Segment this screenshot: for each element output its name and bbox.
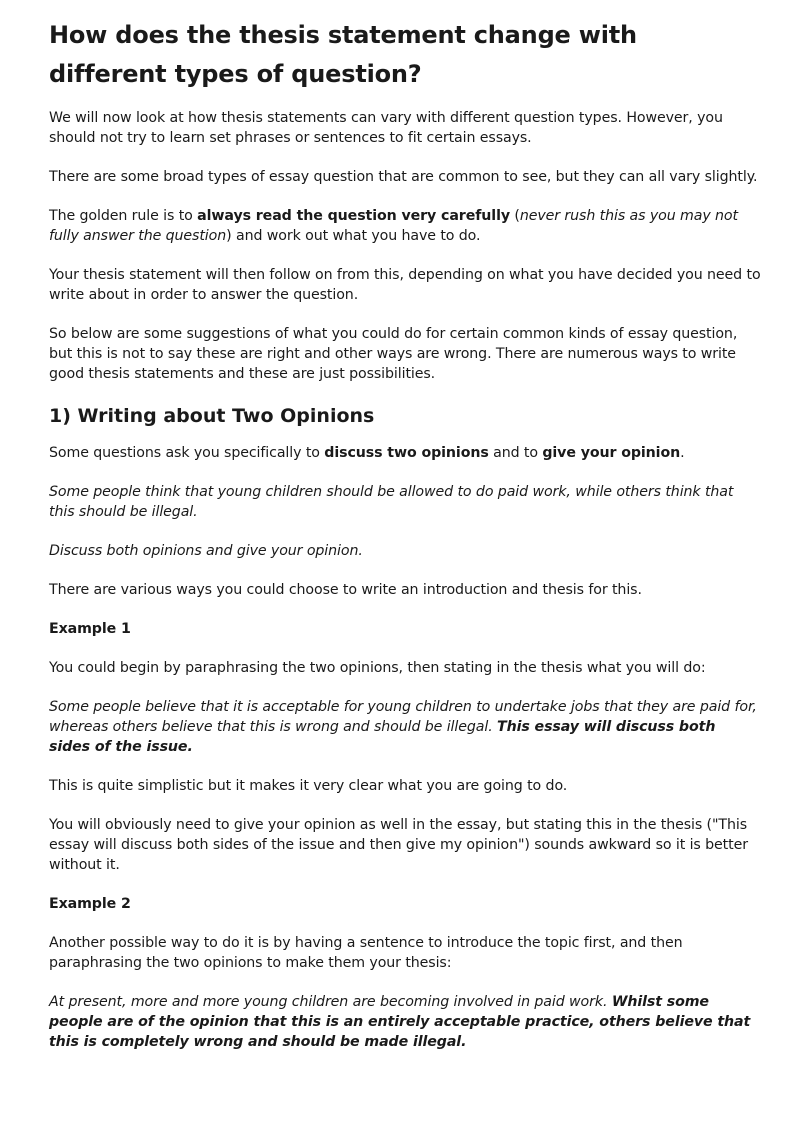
section-lead bbox=[49, 443, 761, 463]
example-1-comment: This is quite simplistic but it makes it very clear what you are going to do. bbox=[49, 778, 568, 794]
example-1-sample-intro: Some people believe that it is acceptable for young children to undertake jobs that they are paid for, whereas others believe that this is wrong and should be illegal. bbox=[49, 699, 757, 735]
example-1-note: You will obviously need to give your opinion as well in the essay, but stating this in the thesis ("This essay will discuss both sides of the issue and then give my opinion") sounds awkward so it is better without it. bbox=[49, 817, 748, 873]
document-page bbox=[49, 16, 761, 1071]
intro-paragraph-3 bbox=[49, 206, 761, 246]
golden-rule-emphasis: always read the question very carefully bbox=[197, 208, 510, 224]
essay-question: Some people think that young children should be allowed to do paid work, while others think that this should be illegal. bbox=[49, 484, 734, 520]
example-1-label: Example 1 bbox=[49, 621, 131, 637]
lead-end: . bbox=[680, 445, 685, 461]
example-1-sample bbox=[49, 697, 761, 757]
essay-instruction: Discuss both opinions and give your opinion. bbox=[49, 543, 363, 559]
golden-rule-end: ) and work out what you have to do. bbox=[226, 228, 481, 244]
lead-bold-1: discuss two opinions bbox=[324, 445, 489, 461]
intro-paragraph-5: So below are some suggestions of what you could do for certain common kinds of essay question, but this is not to say these are right and other ways are wrong. There are numerous ways to write good thesis statements and these are just possibilities. bbox=[49, 326, 738, 382]
section-heading: 1) Writing about Two Opinions bbox=[49, 405, 375, 427]
various-ways-paragraph: There are various ways you could choose to write an introduction and thesis for this. bbox=[49, 582, 642, 598]
example-2-sample bbox=[49, 992, 761, 1052]
golden-rule-aside: never rush this as you may not fully answer the question bbox=[49, 208, 738, 244]
golden-rule-text: The golden rule is to bbox=[49, 208, 198, 224]
golden-rule-paren: ( bbox=[509, 208, 520, 224]
example-1-lead: You could begin by paraphrasing the two opinions, then stating in the thesis what you will do: bbox=[49, 660, 706, 676]
example-2-label: Example 2 bbox=[49, 896, 131, 912]
intro-paragraph-2: There are some broad types of essay question that are common to see, but they can all vary slightly. bbox=[49, 169, 758, 185]
example-2-lead: Another possible way to do it is by having a sentence to introduce the topic first, and then paraphrasing the two opinions to make them your thesis: bbox=[49, 935, 683, 971]
lead-text: Some questions ask you specifically to bbox=[49, 445, 325, 461]
example-2-thesis: Whilst some people are of the opinion that this is an entirely acceptable practice, others believe that this is completely wrong and should be made illegal. bbox=[49, 994, 751, 1050]
page-title: How does the thesis statement change with different types of question? bbox=[49, 21, 637, 88]
example-1-thesis: This essay will discuss both sides of the issue. bbox=[49, 719, 716, 755]
intro-paragraph-1: We will now look at how thesis statements can vary with different question types. However, you should not try to learn set phrases or sentences to fit certain essays. bbox=[49, 110, 723, 146]
example-2-sample-intro: At present, more and more young children are becoming involved in paid work. bbox=[49, 994, 612, 1010]
intro-paragraph-4: Your thesis statement will then follow on from this, depending on what you have decided you need to write about in order to answer the question. bbox=[49, 267, 761, 303]
lead-bold-2: give your opinion bbox=[542, 445, 681, 461]
lead-middle: and to bbox=[488, 445, 543, 461]
